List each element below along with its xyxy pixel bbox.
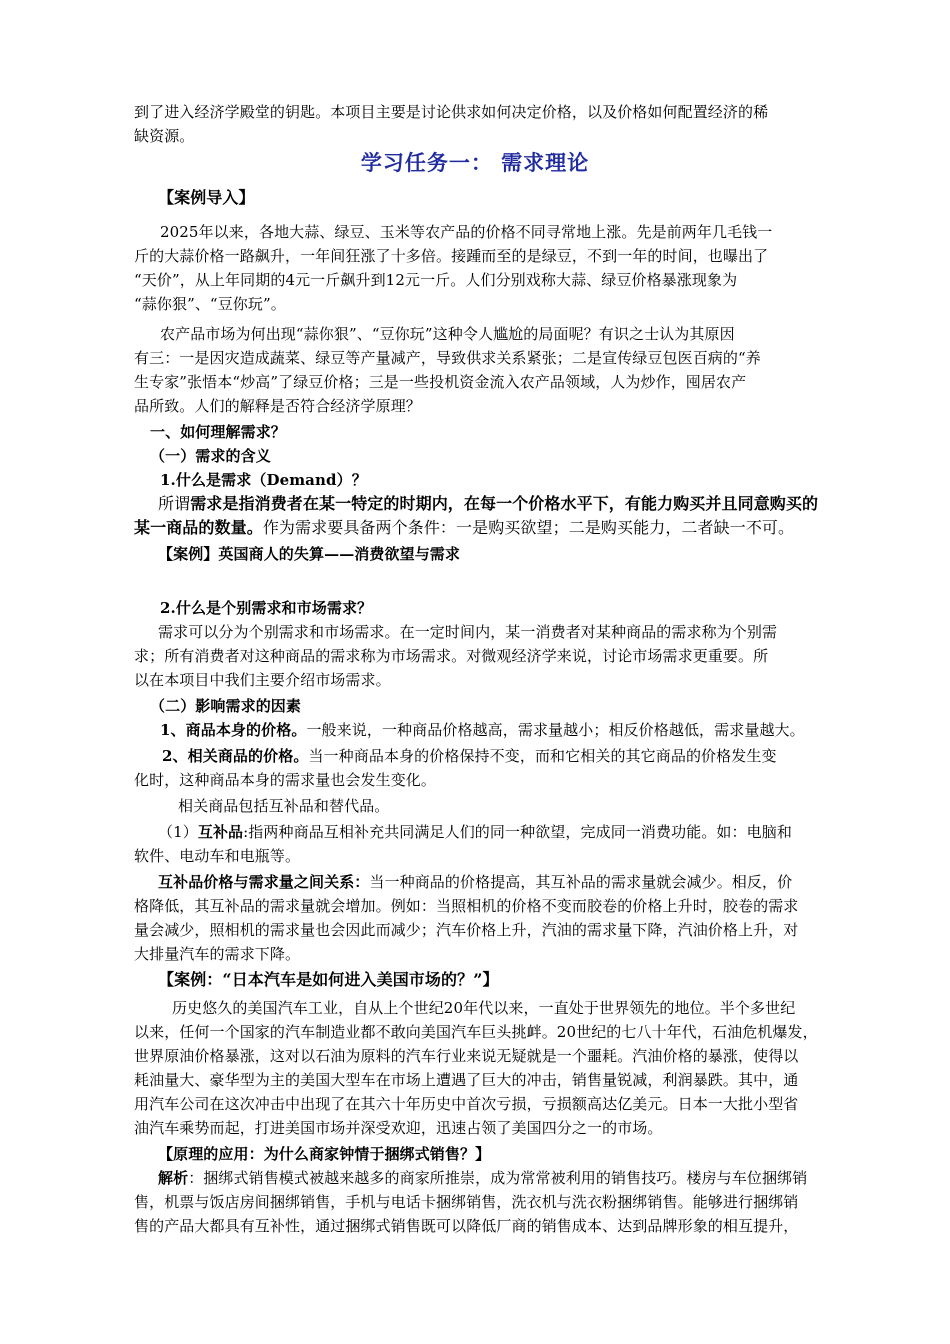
factor-2-label: 2、相关商品的价格。: [162, 747, 309, 765]
case-uk-merchant: 【案例】英国商人的失算——消费欲望与需求: [158, 545, 461, 563]
factor-2-line-1: [162, 744, 777, 768]
complement-line-2: 软件、电动车和电瓶等。: [134, 847, 301, 865]
def-bold-1: 需求是指消费者在某一特定的时期内，在每一个价格水平下，有能力购买并且同意购买的: [190, 494, 819, 513]
q2-text-line-2: 求；所有消费者对这种商品的需求称为市场需求。对微观经济学来说，讨论市场需求更重要。所: [134, 647, 769, 665]
complement-line-1: [158, 820, 792, 844]
relation-line-1: [158, 870, 792, 894]
factor-1: [160, 718, 805, 742]
relation-label: 互补品价格与需求量之间关系：: [158, 873, 370, 891]
q2-text-line-3: 以在本项目中我们主要介绍市场需求。: [134, 671, 391, 689]
question-what-is-demand: 1.什么是需求（Demand）？: [160, 471, 367, 489]
factor-1-label: 1、商品本身的价格。: [160, 721, 307, 739]
case-p1-line-1: 2025年以来，各地大蒜、绿豆、玉米等农产品的价格不同寻常地上涨。先是前两年几毛钱一: [160, 223, 773, 241]
analysis-line-2: 售，机票与饭店房间捆绑销售，手机与电话卡捆绑销售，洗衣机与洗衣粉捆绑销售。能够进行捆绑销: [134, 1193, 799, 1211]
intro-line-1: 到了进入经济学殿堂的钥匙。本项目主要是讨论供求如何决定价格，以及价格如何配置经济的稀: [134, 103, 769, 121]
demand-definition-line-1: [158, 492, 818, 516]
analysis-line-1: [158, 1166, 807, 1190]
relation-line-2: 格降低，其互补品的需求量就会增加。例如：当照相机的价格不变而胶卷的价格上升时，胶卷的需求: [134, 897, 799, 915]
relation-line-4: 大排量汽车的需求下降。: [134, 945, 301, 963]
analysis-text-1: ：捆绑式销售模式被越来越多的商家所推崇，成为常常被利用的销售技巧。楼房与车位捆绑销: [188, 1169, 808, 1187]
related-goods: 相关商品包括互补品和替代品。: [178, 797, 390, 815]
heading-understand-demand: 一、如何理解需求？: [150, 423, 286, 441]
case-p1-line-3: “天价”，从上年同期的4元一斤飙升到12元一斤。人们分别戏称大蒜、绿豆价格暴涨现象为: [134, 271, 738, 289]
complement-text-1: :指两种商品互相补充共同满足人们的同一种欲望，完成同一消费功能。如：电脑和: [243, 823, 792, 841]
case-japan-cars: 【案例：“日本汽车是如何进入美国市场的？”】: [158, 970, 499, 989]
analysis-line-3: 售的产品大都具有互补性，通过捆绑式销售既可以降低厂商的销售成本、达到品牌形象的相互提升，: [134, 1217, 799, 1235]
heading-demand-meaning: （一）需求的含义: [150, 447, 271, 465]
case-p2-line-1: 农产品市场为何出现“蒜你狠”、“豆你玩”这种令人尴尬的局面呢？有识之士认为其原因: [160, 325, 735, 343]
case-p1-line-4: “蒜你狠”、“豆你玩”。: [134, 295, 286, 313]
factor-2-line-2: 化时，这种商品本身的需求量也会发生变化。: [134, 771, 437, 789]
intro-line-2: 缺资源。: [134, 127, 195, 145]
q2-text-line-1: 需求可以分为个别需求和市场需求。在一定时间内，某一消费者对某种商品的需求称为个别需: [158, 623, 778, 641]
complement-num: （1）: [158, 823, 198, 841]
japan-line-5: 用汽车公司在这次冲击中出现了在其六十年历史中首次亏损，亏损额高达亿美元。日本一大批小型省: [134, 1095, 799, 1113]
japan-line-4: 耗油量大、豪华型为主的美国大型车在市场上遭遇了巨大的冲击，销售量锐减，利润暴跌。其中，通: [134, 1071, 799, 1089]
demand-definition-line-2: [134, 516, 794, 540]
def-pre: 所谓: [158, 494, 191, 513]
case-p2-line-3: 生专家”张悟本“炒高”了绿豆价格；三是一些投机资金流入农产品领域，人为炒作，囤居农产: [134, 373, 747, 391]
def-bold-2: 某一商品的数量。: [134, 518, 263, 537]
heading-demand-factors: （二）影响需求的因素: [150, 697, 302, 715]
factor-2-text-1: 当一种商品本身的价格保持不变，而和它相关的其它商品的价格发生变: [308, 747, 777, 765]
factor-1-text: 一般来说，一种商品价格越高，需求量越小；相反价格越低，需求量越大。: [306, 721, 805, 739]
def-post: 作为需求要具备两个条件：一是购买欲望；二是购买能力，二者缺一不可。: [262, 518, 795, 537]
task-title: 学习任务一： 需求理论: [360, 151, 590, 175]
case-p1-line-2: 斤的大蒜价格一路飙升，一年间狂涨了十多倍。接踵而至的是绿豆，不到一年的时间，也曝出了: [134, 247, 769, 265]
case-p2-line-4: 品所致。人们的解释是否符合经济学原理？: [134, 397, 421, 415]
case-p2-line-2: 有三：一是因灾造成蔬菜、绿豆等产量减产，导致供求关系紧张；二是宣传绿豆包医百病的“养: [134, 349, 761, 367]
relation-text-1: 当一种商品的价格提高，其互补品的需求量就会减少。相反，价: [369, 873, 793, 891]
case-intro-label: 【案例导入】: [158, 188, 255, 207]
question-individual-market: 2.什么是个别需求和市场需求？: [160, 599, 373, 617]
complement-label: 互补品: [197, 823, 244, 841]
relation-line-3: 量会减少，照相机的需求量也会因此而减少；汽车价格上升，汽油的需求量下降，汽油价格上升，对: [134, 921, 799, 939]
japan-line-3: 世界原油价格暴涨，这对以石油为原料的汽车行业来说无疑就是一个噩耗。汽油价格的暴涨，使得以: [134, 1047, 799, 1065]
principle-bundling: 【原理的应用：为什么商家钟情于捆绑式销售？】: [158, 1145, 491, 1163]
analysis-label: 解析: [158, 1169, 189, 1187]
japan-line-6: 油汽车乘势而起，打进美国市场并深受欢迎，迅速占领了美国四分之一的市场。: [134, 1119, 663, 1137]
japan-line-1: 历史悠久的美国汽车工业，自从上个世纪20年代以来，一直处于世界领先的地位。半个多世纪: [172, 999, 796, 1017]
japan-line-2: 以来，任何一个国家的汽车制造业都不敢向美国汽车巨头挑衅。20世纪的七八十年代，石油危机爆发，: [134, 1023, 818, 1041]
